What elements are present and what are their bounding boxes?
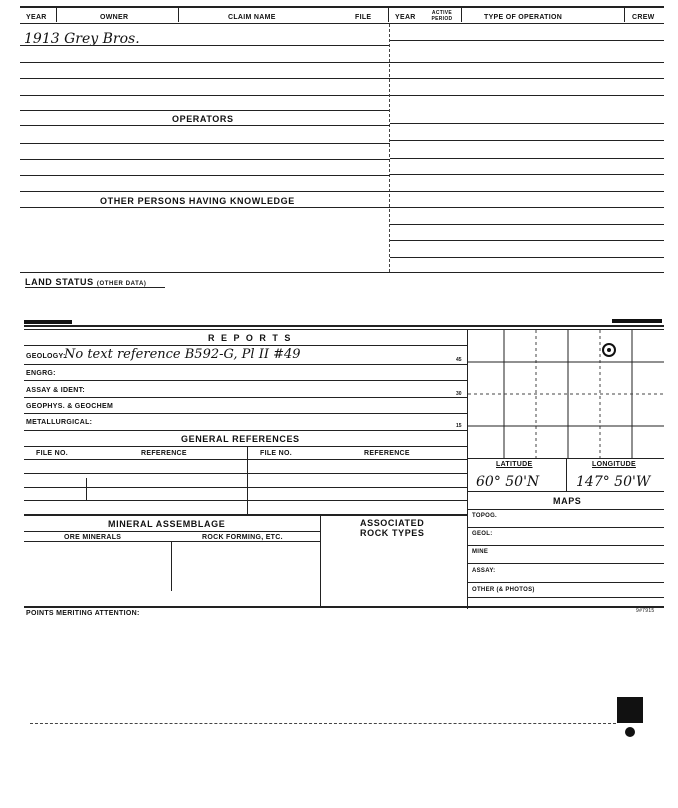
form-number: 9#7915 xyxy=(636,608,655,614)
form-line xyxy=(468,545,664,546)
ref-divider xyxy=(86,478,87,500)
section-border xyxy=(24,514,467,516)
location-grid xyxy=(468,330,664,458)
mineral-divider xyxy=(320,516,321,606)
form-line xyxy=(20,191,390,192)
longitude-label: LONGITUDE xyxy=(592,461,636,468)
form-line xyxy=(20,159,390,160)
form-line xyxy=(390,240,664,241)
geology-entry: No text reference B592-G, Pl II #49 xyxy=(64,347,301,362)
top-border xyxy=(20,6,664,8)
maps-topog: TOPOG. xyxy=(472,513,498,519)
form-line xyxy=(20,95,390,96)
form-line xyxy=(20,125,390,126)
black-mark xyxy=(617,697,643,723)
header-year-2: YEAR xyxy=(395,14,416,21)
ref-file-no-2: FILE NO. xyxy=(260,450,292,457)
form-line xyxy=(24,345,467,346)
header-owner: OWNER xyxy=(100,14,129,21)
mineral-divider xyxy=(171,541,172,591)
operators-title: OPERATORS xyxy=(172,114,234,124)
latitude-label: LATITUDE xyxy=(496,461,533,468)
associated-rock-types-title: ASSOCIATED ROCK TYPES xyxy=(360,518,425,538)
header-active-period: ACTIVE PERIOD xyxy=(431,10,453,22)
longitude-value: 147° 50'W xyxy=(576,474,651,490)
form-line xyxy=(24,413,467,414)
header-file: FILE xyxy=(355,14,372,21)
form-line xyxy=(390,62,664,63)
geophys-label: GEOPHYS. & GEOCHEM xyxy=(26,403,114,410)
form-line xyxy=(390,78,664,79)
geology-label: GEOLOGY: xyxy=(26,353,66,360)
header-divider xyxy=(624,8,625,22)
row-number: 45 xyxy=(456,357,462,363)
header-crew: CREW xyxy=(632,14,655,21)
assay-label: ASSAY & IDENT: xyxy=(26,387,86,394)
form-line xyxy=(24,487,467,488)
form-line xyxy=(24,473,467,474)
header-divider xyxy=(388,8,389,22)
section-border xyxy=(24,325,664,327)
engrg-label: ENGRG: xyxy=(26,370,56,377)
form-line xyxy=(468,597,664,598)
header-bottom-line xyxy=(20,23,664,24)
form-line xyxy=(24,541,320,542)
form-line xyxy=(20,45,390,46)
other-persons-title: OTHER PERSONS HAVING KNOWLEDGE xyxy=(100,196,295,206)
form-line xyxy=(468,563,664,564)
header-divider xyxy=(178,8,179,22)
land-status-title: LAND STATUS (OTHER DATA) xyxy=(25,277,147,287)
header-claim-name: CLAIM NAME xyxy=(228,14,276,21)
maps-other: OTHER (& PHOTOS) xyxy=(472,587,535,593)
form-line xyxy=(468,491,664,492)
dashed-line xyxy=(30,723,616,724)
row-number: 30 xyxy=(456,391,462,397)
mineral-assemblage-title: MINERAL ASSEMBLAGE xyxy=(108,519,226,529)
form-line xyxy=(20,143,390,144)
metallurgical-label: METALLURGICAL: xyxy=(26,419,93,426)
form-line xyxy=(390,123,664,124)
header-type-of-operation: TYPE OF OPERATION xyxy=(484,14,563,21)
black-mark xyxy=(612,319,662,323)
form-line xyxy=(468,582,664,583)
header-divider xyxy=(461,8,462,22)
ref-reference-1: REFERENCE xyxy=(141,450,187,457)
form-line xyxy=(24,364,467,365)
points-meriting-title: POINTS MERITING ATTENTION: xyxy=(26,610,140,617)
maps-title: MAPS xyxy=(553,496,582,506)
form-line xyxy=(390,191,664,192)
form-line xyxy=(20,272,664,273)
maps-geol: GEOL: xyxy=(472,531,493,537)
column-divider xyxy=(389,24,390,272)
black-mark xyxy=(24,320,72,324)
owner-entry: 1913 Grey Bros. xyxy=(24,31,140,47)
latlon-divider xyxy=(566,458,567,491)
form-line xyxy=(20,78,390,79)
header-year: YEAR xyxy=(26,14,47,21)
ref-divider xyxy=(247,446,248,516)
black-dot xyxy=(625,727,635,737)
general-references-title: GENERAL REFERENCES xyxy=(181,434,300,444)
form-line xyxy=(468,527,664,528)
ref-file-no-1: FILE NO. xyxy=(36,450,68,457)
location-marker-icon xyxy=(602,343,616,357)
ore-minerals-label: ORE MINERALS xyxy=(64,534,122,541)
section-border xyxy=(24,606,664,608)
header-divider xyxy=(56,8,57,22)
form-line xyxy=(20,110,390,111)
form-line xyxy=(468,509,664,510)
form-line xyxy=(24,500,467,501)
form-line xyxy=(390,174,664,175)
latitude-value: 60° 50'N xyxy=(476,474,540,490)
form-line xyxy=(390,257,664,258)
form-line xyxy=(24,531,320,532)
form-line xyxy=(390,158,664,159)
maps-assay: ASSAY: xyxy=(472,568,496,574)
form-line xyxy=(390,95,664,96)
form-line xyxy=(390,40,664,41)
form-line xyxy=(24,446,467,447)
reports-title: R E P O R T S xyxy=(208,333,293,343)
form-line xyxy=(20,62,390,63)
rock-forming-label: ROCK FORMING, ETC. xyxy=(202,534,283,541)
row-number: 15 xyxy=(456,423,462,429)
form-line xyxy=(24,459,467,460)
ref-reference-2: REFERENCE xyxy=(364,450,410,457)
form-line xyxy=(24,430,467,431)
form-line xyxy=(20,207,390,208)
form-line xyxy=(20,175,390,176)
form-line xyxy=(24,397,467,398)
form-line xyxy=(24,380,467,381)
land-status-underline xyxy=(25,287,165,288)
maps-mine: MINE xyxy=(472,549,489,555)
form-line xyxy=(390,207,664,208)
form-line xyxy=(390,224,664,225)
form-line xyxy=(390,140,664,141)
